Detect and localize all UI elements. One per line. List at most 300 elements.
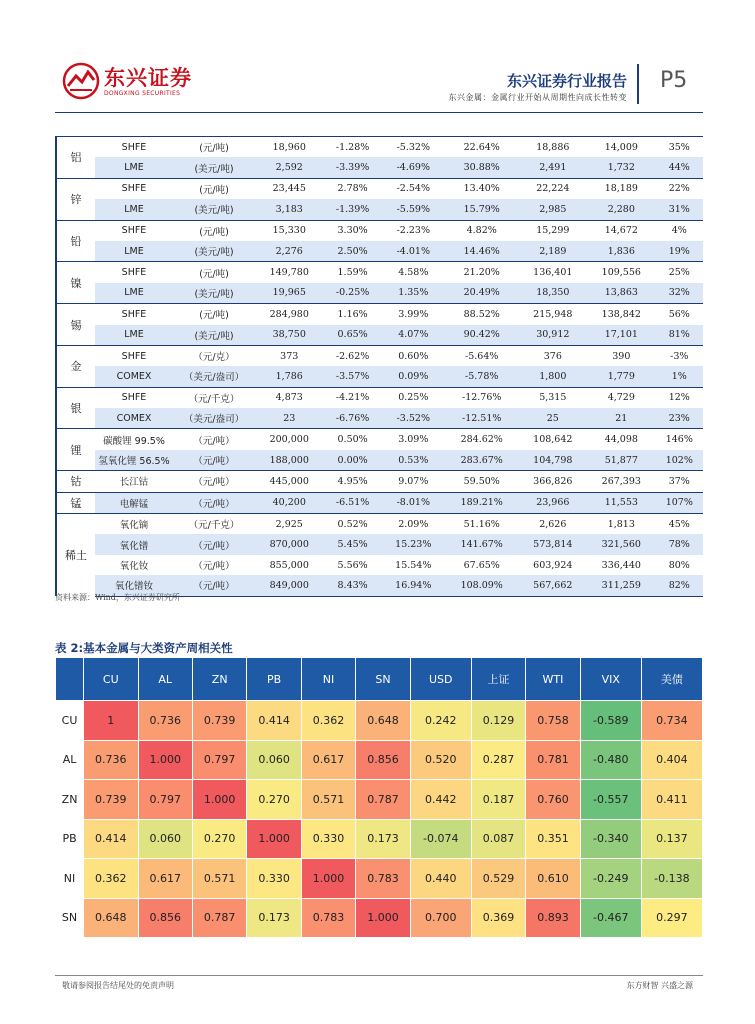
- price-row: [56, 345, 703, 366]
- value-cell: 1,732: [587, 157, 656, 178]
- metal-label: 锂: [56, 429, 95, 471]
- unit-cell: (美元/吨): [173, 241, 255, 262]
- value-cell: 108,642: [519, 429, 588, 450]
- correlation-cell: 0.087: [471, 819, 525, 859]
- unit-cell: （元/吨）: [173, 450, 255, 471]
- value-cell: 141.67%: [445, 534, 519, 554]
- metal-label: 镍: [56, 262, 95, 304]
- correlation-cell: 0.442: [410, 780, 471, 820]
- correlation-cell: 0.330: [301, 819, 355, 859]
- unit-cell: （元/吨）: [173, 575, 255, 596]
- value-cell: 13.40%: [445, 178, 519, 199]
- correlation-cell: 0.736: [84, 740, 138, 780]
- value-cell: 284.62%: [445, 429, 519, 450]
- row-header: CU: [56, 701, 84, 741]
- correlation-cell: 1.000: [138, 740, 192, 780]
- correlation-cell: 0.187: [471, 780, 525, 820]
- value-cell: 107%: [656, 492, 703, 513]
- value-cell: 2,280: [587, 199, 656, 220]
- value-cell: 44,098: [587, 429, 656, 450]
- correlation-cell: 0.129: [471, 701, 525, 741]
- correlation-cell: 0.414: [84, 819, 138, 859]
- correlation-cell: 0.404: [641, 740, 702, 780]
- column-header: WTI: [526, 658, 580, 701]
- table2-title: 表 2:基本金属与大类资产周相关性: [55, 641, 233, 655]
- correlation-cell: 0.330: [247, 859, 301, 899]
- value-cell: -6.76%: [324, 408, 382, 429]
- unit-cell: （美元/盎司）: [173, 408, 255, 429]
- correlation-cell: 0.520: [410, 740, 471, 780]
- value-cell: 3.30%: [324, 220, 382, 241]
- value-cell: 15,299: [519, 220, 588, 241]
- value-cell: 2.78%: [324, 178, 382, 199]
- value-cell: 104,798: [519, 450, 588, 471]
- unit-cell: (美元/吨): [173, 325, 255, 346]
- correlation-cell: 0.787: [192, 898, 246, 938]
- correlation-cell: 0.856: [356, 740, 410, 780]
- exchange-cell: LME: [95, 283, 173, 304]
- header-divider: [637, 64, 639, 104]
- page-number: P5: [660, 68, 688, 93]
- correlation-cell: -0.249: [580, 859, 641, 899]
- value-cell: 311,259: [587, 575, 656, 596]
- correlation-cell: 0.297: [641, 898, 702, 938]
- correlation-cell: -0.340: [580, 819, 641, 859]
- exchange-cell: LME: [95, 157, 173, 178]
- value-cell: -6.51%: [324, 492, 382, 513]
- value-cell: 1,800: [519, 366, 588, 387]
- footer-disclaimer: 敬请参阅报告结尾处的免责声明: [62, 981, 174, 990]
- correlation-cell: 0.414: [247, 701, 301, 741]
- value-cell: 19%: [656, 241, 703, 262]
- value-cell: 189.21%: [445, 492, 519, 513]
- value-cell: -5.78%: [445, 366, 519, 387]
- value-cell: -1.28%: [324, 137, 382, 158]
- value-cell: 390: [587, 345, 656, 366]
- value-cell: 13,863: [587, 283, 656, 304]
- value-cell: 25%: [656, 262, 703, 283]
- correlation-cell: 0.610: [526, 859, 580, 899]
- value-cell: 870,000: [255, 534, 324, 554]
- value-cell: 445,000: [255, 471, 324, 492]
- value-cell: 366,826: [519, 471, 588, 492]
- unit-cell: （元/吨）: [173, 534, 255, 554]
- correlation-row: [56, 859, 703, 899]
- value-cell: 108.09%: [445, 575, 519, 596]
- price-row: [56, 304, 703, 325]
- value-cell: 102%: [656, 450, 703, 471]
- unit-cell: （元/千克）: [173, 514, 255, 535]
- row-header: AL: [56, 740, 84, 780]
- correlation-cell: 0.736: [138, 701, 192, 741]
- column-header: VIX: [580, 658, 641, 701]
- value-cell: 0.53%: [382, 450, 445, 471]
- value-cell: 14,672: [587, 220, 656, 241]
- value-cell: 1,813: [587, 514, 656, 535]
- value-cell: -5.32%: [382, 137, 445, 158]
- value-cell: 149,780: [255, 262, 324, 283]
- value-cell: 38,750: [255, 325, 324, 346]
- value-cell: -4.69%: [382, 157, 445, 178]
- report-subtitle: 东兴金属：金属行业开始从周期性向成长性转变: [448, 93, 627, 102]
- unit-cell: （元/克）: [173, 345, 255, 366]
- value-cell: 0.00%: [324, 450, 382, 471]
- price-row: [56, 429, 703, 450]
- correlation-cell: 0.617: [138, 859, 192, 899]
- value-cell: 3.99%: [382, 304, 445, 325]
- value-cell: 30.88%: [445, 157, 519, 178]
- correlation-cell: -0.480: [580, 740, 641, 780]
- value-cell: 267,393: [587, 471, 656, 492]
- value-cell: 2,592: [255, 157, 324, 178]
- price-row: [56, 534, 703, 554]
- correlation-cell: 0.760: [526, 780, 580, 820]
- price-row: [56, 157, 703, 178]
- value-cell: 30,912: [519, 325, 588, 346]
- value-cell: 3,183: [255, 199, 324, 220]
- exchange-cell: 氧化镨钕: [95, 575, 173, 596]
- correlation-cell: 1.000: [301, 859, 355, 899]
- value-cell: 0.52%: [324, 514, 382, 535]
- unit-cell: (美元/吨): [173, 283, 255, 304]
- unit-cell: （元/吨）: [173, 471, 255, 492]
- value-cell: 15.54%: [395, 559, 432, 571]
- metal-label: 铝: [56, 137, 95, 179]
- row-header: ZN: [56, 780, 84, 820]
- exchange-cell: SHFE: [95, 304, 173, 325]
- correlation-cell: 0.783: [301, 898, 355, 938]
- value-cell: 1,836: [587, 241, 656, 262]
- correlation-cell: 1.000: [247, 819, 301, 859]
- unit-cell: （元/吨）: [173, 429, 255, 450]
- unit-cell: (元/吨): [173, 137, 255, 158]
- column-header: [56, 658, 84, 701]
- correlation-cell: 0.571: [192, 859, 246, 899]
- value-cell: 1.59%: [324, 262, 382, 283]
- metal-label: 铅: [56, 220, 95, 262]
- correlation-row: [56, 780, 703, 820]
- value-cell: 15.23%: [382, 534, 445, 554]
- correlation-cell: 0.411: [641, 780, 702, 820]
- value-cell: 4.58%: [382, 262, 445, 283]
- column-header: SN: [356, 658, 410, 701]
- value-cell: 4,873: [255, 387, 324, 408]
- correlation-cell: -0.138: [641, 859, 702, 899]
- value-cell: 45%: [656, 514, 703, 535]
- correlation-cell: 1.000: [192, 780, 246, 820]
- correlation-cell: 0.797: [138, 780, 192, 820]
- row-header: NI: [56, 859, 84, 899]
- correlation-cell: -0.467: [580, 898, 641, 938]
- exchange-cell: SHFE: [95, 387, 173, 408]
- value-cell: 2,189: [519, 241, 588, 262]
- correlation-cell: 0.060: [138, 819, 192, 859]
- value-cell: 1,786: [255, 366, 324, 387]
- value-cell: 284,980: [255, 304, 324, 325]
- logo-name-cn: 东兴证券: [104, 65, 192, 90]
- value-cell: 90.42%: [445, 325, 519, 346]
- value-cell: 78%: [656, 534, 703, 554]
- unit-cell: (元/吨): [173, 220, 255, 241]
- value-cell: 25: [519, 408, 588, 429]
- value-cell: 14.46%: [445, 241, 519, 262]
- value-cell: 603,924: [533, 559, 573, 571]
- correlation-cell: 0.242: [410, 701, 471, 741]
- exchange-cell: 氢氧化锂 56.5%: [95, 450, 173, 471]
- correlation-row: [56, 701, 703, 741]
- metal-label: 锌: [56, 178, 95, 220]
- unit-cell: （元/吨）: [193, 561, 235, 572]
- exchange-cell: SHFE: [95, 345, 173, 366]
- value-cell: -1.39%: [324, 199, 382, 220]
- price-row: [56, 408, 703, 429]
- correlation-cell: 0.351: [526, 819, 580, 859]
- value-cell: 2.50%: [324, 241, 382, 262]
- value-cell: 188,000: [255, 450, 324, 471]
- correlation-cell: 0.797: [192, 740, 246, 780]
- logo-name-en: DONGXING SECURITIES: [104, 89, 181, 97]
- exchange-cell: 氧化钕: [119, 561, 149, 572]
- value-cell: -4.01%: [382, 241, 445, 262]
- value-cell: 146%: [656, 429, 703, 450]
- value-cell: 32%: [656, 283, 703, 304]
- value-cell: 200,000: [255, 429, 324, 450]
- value-cell: 4.07%: [382, 325, 445, 346]
- value-cell: 22,224: [519, 178, 588, 199]
- value-cell: 2,925: [255, 514, 324, 535]
- exchange-cell: SHFE: [95, 220, 173, 241]
- value-cell: 5.45%: [324, 534, 382, 554]
- value-cell: 23,966: [519, 492, 588, 513]
- value-cell: 15,330: [255, 220, 324, 241]
- value-cell: 22.64%: [445, 137, 519, 158]
- value-cell: -3%: [656, 345, 703, 366]
- price-row: [56, 366, 703, 387]
- correlation-table: [55, 657, 703, 938]
- correlation-cell: 0.270: [192, 819, 246, 859]
- value-cell: 18,886: [519, 137, 588, 158]
- value-cell: 4,729: [587, 387, 656, 408]
- value-cell: -5.64%: [445, 345, 519, 366]
- exchange-cell: 碳酸锂 99.5%: [95, 429, 173, 450]
- value-cell: 1,779: [587, 366, 656, 387]
- correlation-row: [56, 898, 703, 938]
- correlation-cell: 0.362: [84, 859, 138, 899]
- unit-cell: (元/吨): [173, 304, 255, 325]
- value-cell: 0.60%: [382, 345, 445, 366]
- exchange-cell: LME: [95, 325, 173, 346]
- unit-cell: （元/千克）: [173, 387, 255, 408]
- metal-label: 银: [56, 387, 95, 429]
- exchange-cell: 长江钴: [95, 471, 173, 492]
- price-row: [56, 178, 703, 199]
- value-cell: 1.16%: [324, 304, 382, 325]
- value-cell: -12.51%: [445, 408, 519, 429]
- footer-rule: [55, 975, 703, 976]
- value-cell: 80%: [668, 559, 690, 571]
- correlation-cell: 0.617: [301, 740, 355, 780]
- correlation-cell: 0.571: [301, 780, 355, 820]
- value-cell: -4.21%: [324, 387, 382, 408]
- price-row: [56, 555, 703, 575]
- value-cell: 12%: [656, 387, 703, 408]
- value-cell: 2.09%: [382, 514, 445, 535]
- value-cell: 18,960: [255, 137, 324, 158]
- value-cell: 2,626: [519, 514, 588, 535]
- value-cell: 15.79%: [445, 199, 519, 220]
- value-cell: 5.56%: [337, 559, 368, 571]
- value-cell: 8.43%: [324, 575, 382, 596]
- unit-cell: （美元/盎司）: [173, 366, 255, 387]
- value-cell: 23: [255, 408, 324, 429]
- value-cell: 0.65%: [324, 325, 382, 346]
- exchange-cell: COMEX: [95, 408, 173, 429]
- value-cell: -5.59%: [382, 199, 445, 220]
- price-row: [56, 137, 703, 158]
- correlation-cell: 0.362: [301, 701, 355, 741]
- correlation-cell: -0.557: [580, 780, 641, 820]
- company-logo: [62, 62, 192, 100]
- value-cell: -12.76%: [445, 387, 519, 408]
- correlation-cell: 0.137: [641, 819, 702, 859]
- value-cell: 373: [255, 345, 324, 366]
- price-row: [56, 514, 703, 535]
- value-cell: 11,553: [587, 492, 656, 513]
- correlation-cell: 1: [84, 701, 138, 741]
- value-cell: 81%: [656, 325, 703, 346]
- value-cell: -0.25%: [324, 283, 382, 304]
- value-cell: 215,948: [519, 304, 588, 325]
- price-row: [56, 450, 703, 471]
- price-row: [56, 220, 703, 241]
- exchange-cell: SHFE: [95, 178, 173, 199]
- correlation-cell: -0.074: [410, 819, 471, 859]
- value-cell: 16.94%: [382, 575, 445, 596]
- metal-price-table: [55, 136, 703, 597]
- value-cell: -3.52%: [382, 408, 445, 429]
- value-cell: 67.65%: [463, 559, 500, 571]
- correlation-cell: 0.758: [526, 701, 580, 741]
- value-cell: 283.67%: [445, 450, 519, 471]
- correlation-cell: 0.440: [410, 859, 471, 899]
- correlation-cell: 0.369: [471, 898, 525, 938]
- value-cell: 35%: [656, 137, 703, 158]
- value-cell: 4.82%: [445, 220, 519, 241]
- column-header: 美债: [641, 658, 702, 701]
- value-cell: 17,101: [587, 325, 656, 346]
- value-cell: 336,440: [601, 559, 641, 571]
- exchange-cell: 电解锰: [95, 492, 173, 513]
- value-cell: 4.95%: [324, 471, 382, 492]
- value-cell: 31%: [656, 199, 703, 220]
- unit-cell: (美元/吨): [173, 157, 255, 178]
- correlation-cell: 0.739: [192, 701, 246, 741]
- unit-cell: (元/吨): [173, 178, 255, 199]
- value-cell: 21: [587, 408, 656, 429]
- metal-label: 金: [56, 345, 95, 387]
- value-cell: 3.09%: [382, 429, 445, 450]
- value-cell: 40,200: [255, 492, 324, 513]
- column-header: AL: [138, 658, 192, 701]
- value-cell: 573,814: [519, 534, 588, 554]
- correlation-cell: 0.270: [247, 780, 301, 820]
- value-cell: 1.35%: [382, 283, 445, 304]
- correlation-cell: 0.856: [138, 898, 192, 938]
- value-cell: 19,965: [255, 283, 324, 304]
- value-cell: 321,560: [587, 534, 656, 554]
- unit-cell: （元/吨）: [173, 492, 255, 513]
- value-cell: 109,556: [587, 262, 656, 283]
- value-cell: 0.50%: [324, 429, 382, 450]
- column-header: CU: [84, 658, 138, 701]
- value-cell: 18,350: [519, 283, 588, 304]
- value-cell: 376: [519, 345, 588, 366]
- row-header: SN: [56, 898, 84, 938]
- value-cell: -2.54%: [382, 178, 445, 199]
- exchange-cell: 氧化镝: [95, 514, 173, 535]
- column-header: ZN: [192, 658, 246, 701]
- correlation-cell: 1.000: [356, 898, 410, 938]
- value-cell: 37%: [656, 471, 703, 492]
- value-cell: 136,401: [519, 262, 588, 283]
- value-cell: 138,842: [587, 304, 656, 325]
- column-header: NI: [301, 658, 355, 701]
- value-cell: 44%: [656, 157, 703, 178]
- column-header: PB: [247, 658, 301, 701]
- column-header: 上证: [471, 658, 525, 701]
- value-cell: 59.50%: [445, 471, 519, 492]
- table1-source: 资料来源：Wind，东兴证券研究所: [55, 593, 180, 602]
- correlation-cell: 0.060: [247, 740, 301, 780]
- value-cell: 4%: [656, 220, 703, 241]
- correlation-cell: 0.893: [526, 898, 580, 938]
- logo-mark-icon: [62, 62, 100, 100]
- price-row: [56, 241, 703, 262]
- value-cell: 567,662: [519, 575, 588, 596]
- value-cell: 849,000: [255, 575, 324, 596]
- correlation-cell: 0.781: [526, 740, 580, 780]
- exchange-cell: 氧化镨: [95, 534, 173, 554]
- metal-label: 稀土: [56, 514, 95, 597]
- correlation-cell: 0.783: [356, 859, 410, 899]
- correlation-row: [56, 740, 703, 780]
- value-cell: 9.07%: [382, 471, 445, 492]
- value-cell: 0.25%: [382, 387, 445, 408]
- value-cell: 1%: [656, 366, 703, 387]
- price-row: [56, 199, 703, 220]
- correlation-cell: 0.739: [84, 780, 138, 820]
- correlation-cell: 0.173: [247, 898, 301, 938]
- correlation-row: [56, 819, 703, 859]
- row-header: PB: [56, 819, 84, 859]
- correlation-cell: 0.787: [356, 780, 410, 820]
- unit-cell: (美元/吨): [173, 199, 255, 220]
- exchange-cell: SHFE: [95, 262, 173, 283]
- metal-label: 锰: [56, 492, 95, 513]
- header-rule: [55, 112, 703, 113]
- footer-slogan: 东方财智 兴盛之源: [626, 981, 693, 990]
- value-cell: -8.01%: [382, 492, 445, 513]
- value-cell: 88.52%: [445, 304, 519, 325]
- correlation-cell: 0.700: [410, 898, 471, 938]
- value-cell: 51,877: [587, 450, 656, 471]
- value-cell: 2,491: [519, 157, 588, 178]
- value-cell: -3.57%: [324, 366, 382, 387]
- exchange-cell: SHFE: [95, 137, 173, 158]
- correlation-cell: 0.734: [641, 701, 702, 741]
- unit-cell: (元/吨): [173, 262, 255, 283]
- correlation-cell: 0.287: [471, 740, 525, 780]
